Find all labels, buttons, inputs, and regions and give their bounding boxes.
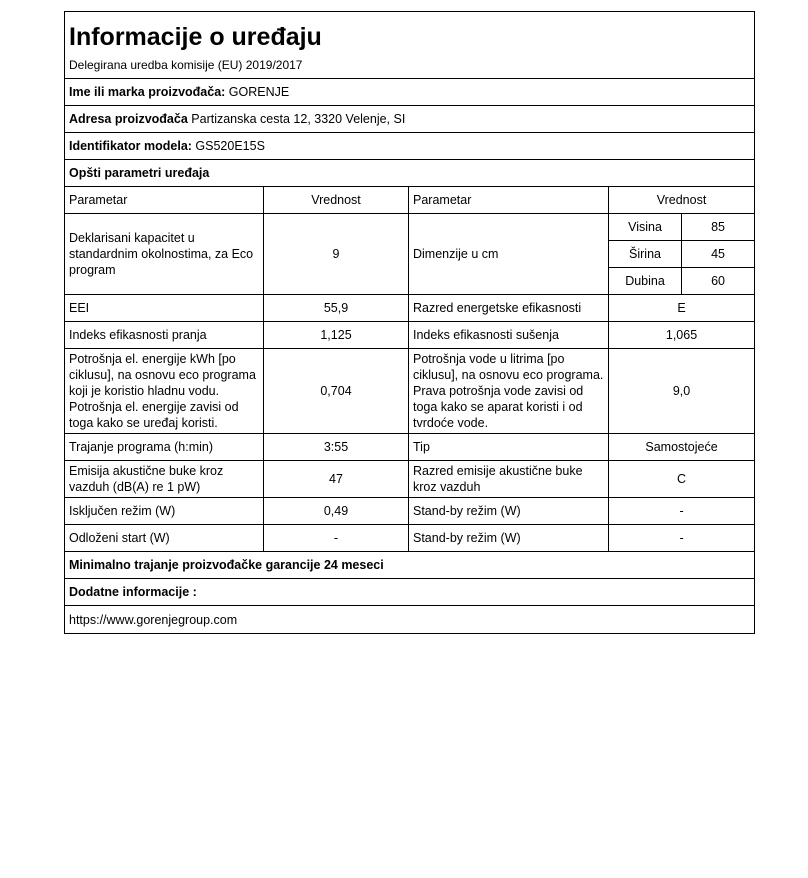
table-row bbox=[65, 349, 755, 434]
standby-1-label: Stand-by režim (W) bbox=[409, 498, 609, 525]
title-row bbox=[65, 12, 755, 53]
manufacturer-name-value: GORENJE bbox=[228, 85, 290, 99]
standby-1-value: - bbox=[609, 498, 755, 525]
model-identifier-row bbox=[65, 133, 755, 160]
standby-2-label: Stand-by režim (W) bbox=[409, 525, 609, 552]
cleaning-index-value: 1,125 bbox=[264, 322, 409, 349]
table-row bbox=[65, 498, 755, 525]
manufacturer-address-value: Partizanska cesta 12, 3320 Velenje, SI bbox=[191, 112, 406, 126]
subtitle-row bbox=[65, 52, 755, 79]
capacity-value: 9 bbox=[264, 214, 409, 295]
title-cell bbox=[65, 12, 755, 53]
manufacturer-name-label: Ime ili marka proizvođača: bbox=[69, 85, 226, 99]
program-duration-value: 3:55 bbox=[264, 434, 409, 461]
warranty-text: Minimalno trajanje proizvođačke garancije 24 meseci bbox=[65, 552, 755, 579]
water-consumption-label: Potrošnja vode u litrima [po ciklusu], na osnovu eco programa. Prava potrošnja vode zavisi od toga kako se aparat koristi i od tvrdoće vode. bbox=[409, 349, 609, 434]
table-row bbox=[65, 295, 755, 322]
noise-class-value: C bbox=[609, 461, 755, 498]
depth-label: Dubina bbox=[609, 268, 682, 295]
manufacturer-url: https://www.gorenjegroup.com bbox=[65, 606, 755, 634]
width-label: Širina bbox=[609, 241, 682, 268]
table-row bbox=[65, 461, 755, 498]
model-identifier-label: Identifikator modela: bbox=[69, 139, 192, 153]
height-value: 85 bbox=[682, 214, 755, 241]
column-header-value: Vrednost bbox=[264, 187, 409, 214]
width-value: 45 bbox=[682, 241, 755, 268]
manufacturer-address-label: Adresa proizvođača bbox=[69, 112, 188, 126]
additional-info-title: Dodatne informacije : bbox=[65, 579, 755, 606]
type-value: Samostojeće bbox=[609, 434, 755, 461]
off-mode-value: 0,49 bbox=[264, 498, 409, 525]
noise-class-label: Razred emisije akustične buke kroz vazduh bbox=[409, 461, 609, 498]
drying-index-value: 1,065 bbox=[609, 322, 755, 349]
url-row bbox=[65, 606, 755, 634]
product-information-sheet bbox=[64, 11, 754, 634]
page-title: Informacije o uređaju bbox=[69, 23, 322, 51]
delay-start-value: - bbox=[264, 525, 409, 552]
table-row bbox=[65, 434, 755, 461]
additional-info-row bbox=[65, 579, 755, 606]
eei-label: EEI bbox=[65, 295, 264, 322]
general-parameters-row bbox=[65, 160, 755, 187]
model-identifier-value: GS520E15S bbox=[195, 139, 265, 153]
eei-value: 55,9 bbox=[264, 295, 409, 322]
energy-consumption-label: Potrošnja el. energije kWh [po ciklusu], na osnovu eco programa koji je koristio hladnu vodu. Potrošnja el. energije zavisi od toga kako se uređaj koristi. bbox=[65, 349, 264, 434]
manufacturer-address-row bbox=[65, 106, 755, 133]
column-header-value-2: Vrednost bbox=[609, 187, 755, 214]
manufacturer-name-row bbox=[65, 79, 755, 106]
energy-class-label: Razred energetske efikasnosti bbox=[409, 295, 609, 322]
table-row bbox=[65, 214, 755, 241]
cleaning-index-label: Indeks efikasnosti pranja bbox=[65, 322, 264, 349]
off-mode-label: Isključen režim (W) bbox=[65, 498, 264, 525]
general-parameters-title: Opšti parametri uređaja bbox=[65, 160, 755, 187]
table-row bbox=[65, 322, 755, 349]
type-label: Tip bbox=[409, 434, 609, 461]
standby-2-value: - bbox=[609, 525, 755, 552]
column-header-row bbox=[65, 187, 755, 214]
energy-class-value: E bbox=[609, 295, 755, 322]
column-header-param-2: Parametar bbox=[409, 187, 609, 214]
column-header-param: Parametar bbox=[65, 187, 264, 214]
capacity-label: Deklarisani kapacitet u standardnim okolnostima, za Eco program bbox=[65, 214, 264, 295]
table-row bbox=[65, 525, 755, 552]
product-information-table bbox=[64, 11, 755, 634]
height-label: Visina bbox=[609, 214, 682, 241]
depth-value: 60 bbox=[682, 268, 755, 295]
noise-emission-label: Emisija akustične buke kroz vazduh (dB(A) re 1 pW) bbox=[65, 461, 264, 498]
delay-start-label: Odloženi start (W) bbox=[65, 525, 264, 552]
noise-emission-value: 47 bbox=[264, 461, 409, 498]
water-consumption-value: 9,0 bbox=[609, 349, 755, 434]
energy-consumption-value: 0,704 bbox=[264, 349, 409, 434]
page-subtitle: Delegirana uredba komisije (EU) 2019/2017 bbox=[65, 52, 755, 79]
drying-index-label: Indeks efikasnosti sušenja bbox=[409, 322, 609, 349]
program-duration-label: Trajanje programa (h:min) bbox=[65, 434, 264, 461]
warranty-row bbox=[65, 552, 755, 579]
dimensions-label: Dimenzije u cm bbox=[409, 214, 609, 295]
